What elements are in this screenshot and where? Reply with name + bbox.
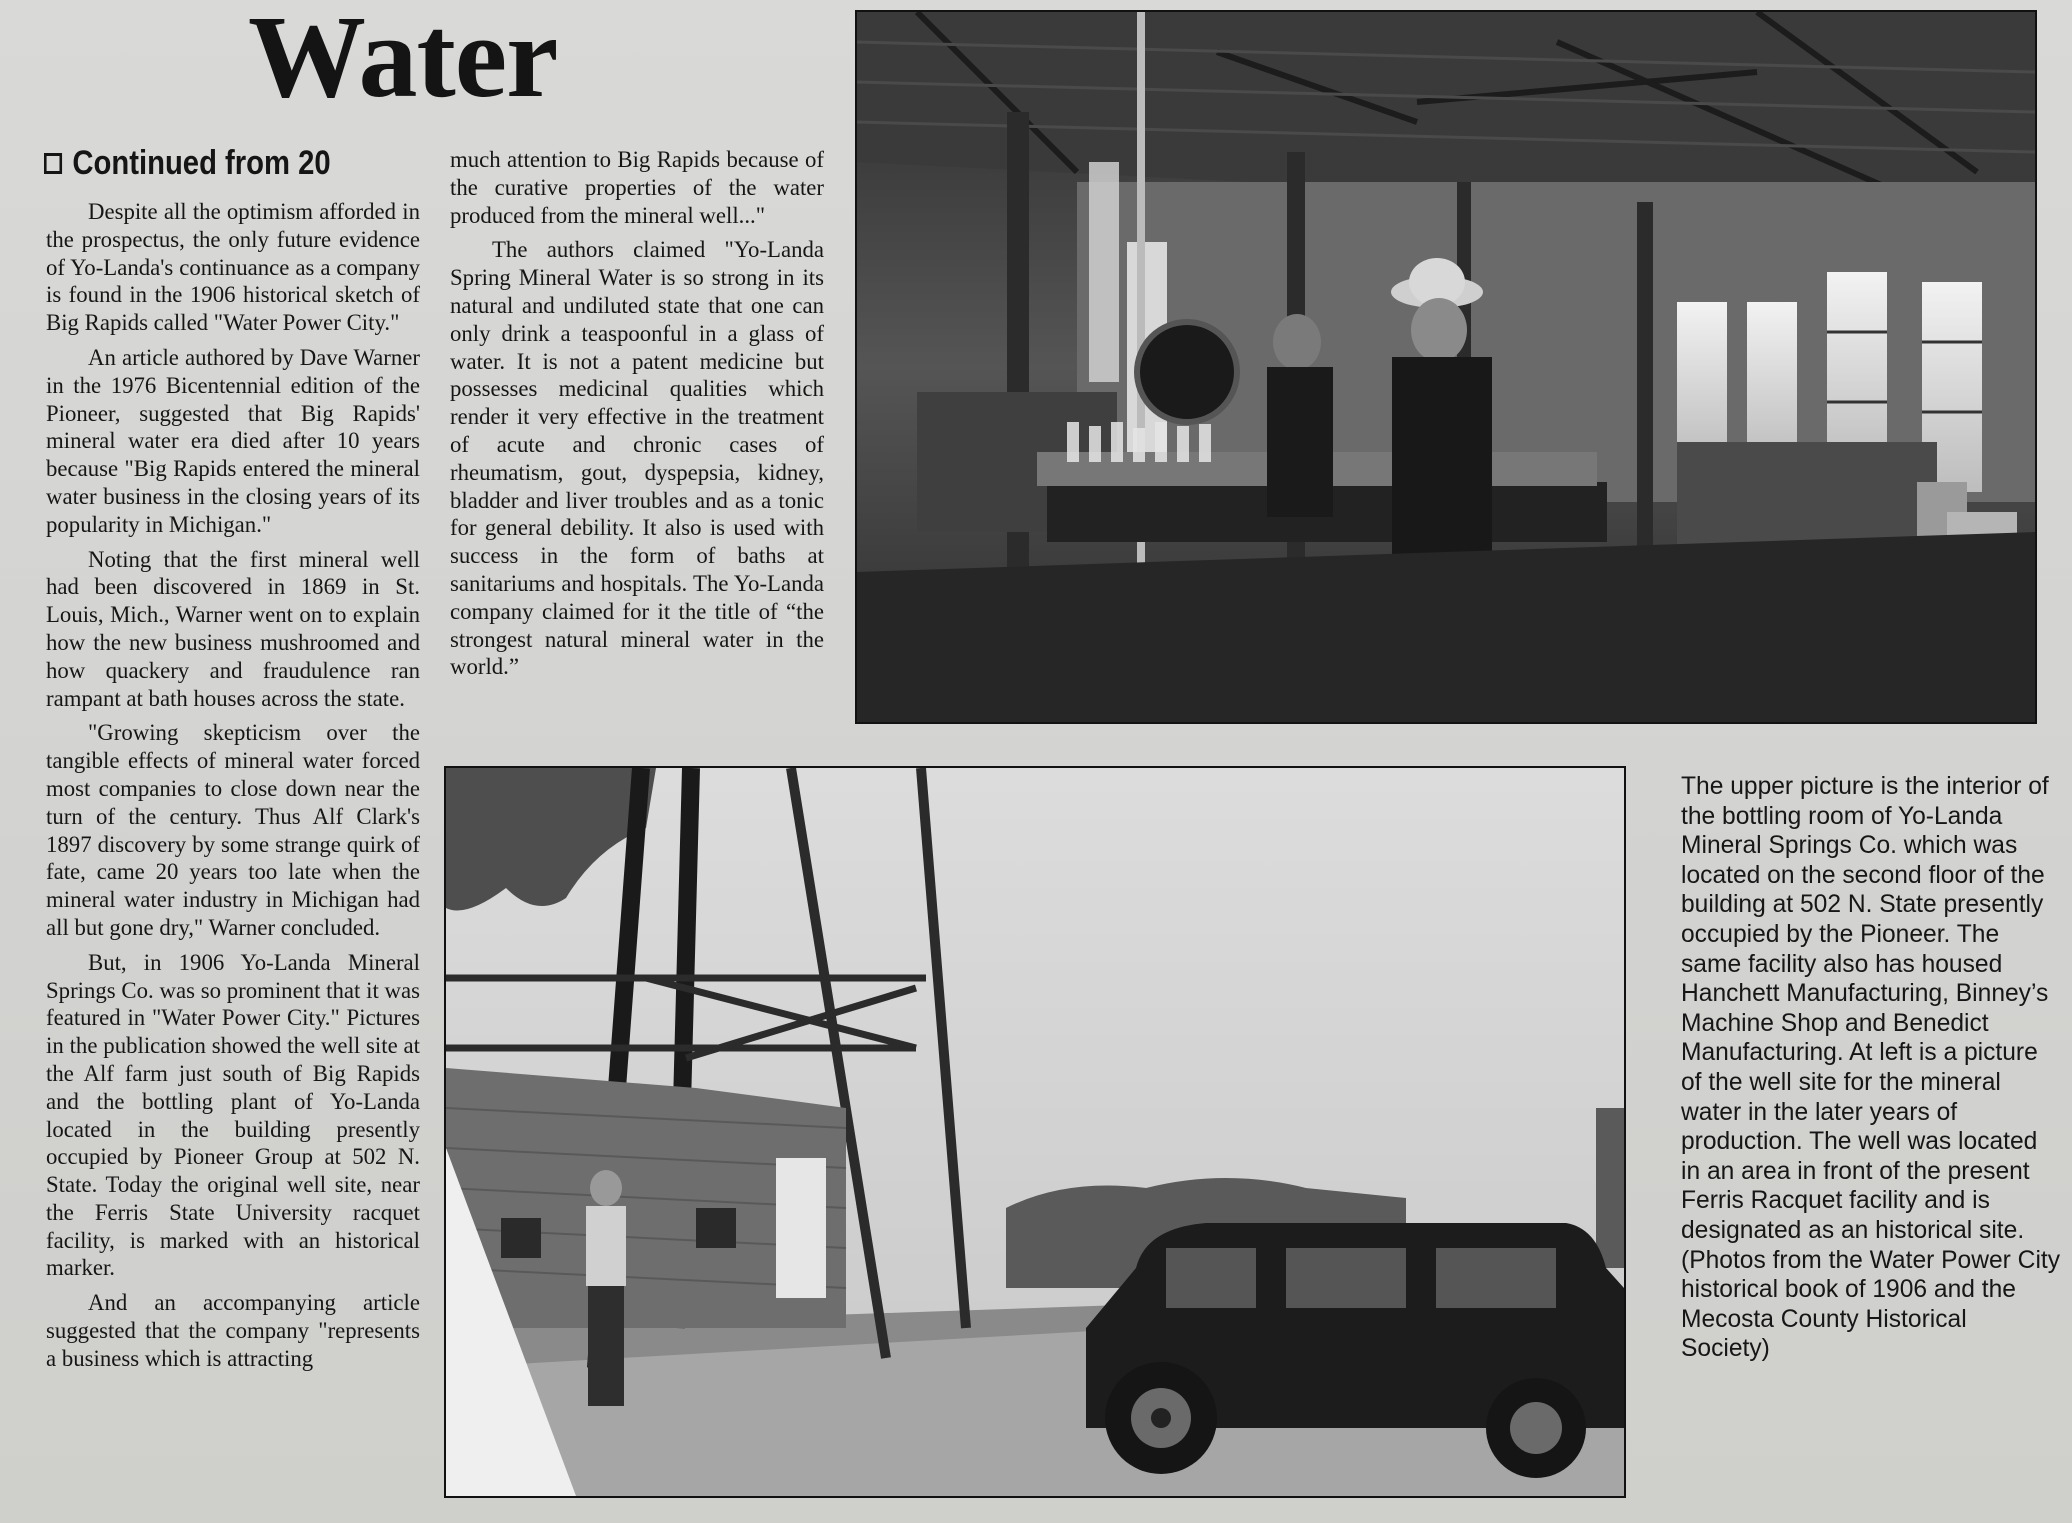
paragraph: The authors claimed "Yo-Landa Spring Mineral Water is so strong in its natural and undiluted state that one can only drink a teaspoonful in a glass of water. It is not a patent medicine but possesses medicinal qualities which render it very effective in the treatment of acute and chronic cases of rheumatism, gout, dyspepsia, kidney, bladder and liver troubles and as a tonic for general debility. It also is used with success in the form of baths at sanitariums and hospitals. The Yo-Landa company claimed for it the title of “the strongest natural mineral water in the world.” [450, 237, 824, 680]
jump-line-text: Continued from 20 [72, 144, 331, 182]
bottling-room-illustration [857, 12, 2035, 722]
paragraph: But, in 1906 Yo-Landa Mineral Springs Co. was so prominent that it was featured in "Water Power City." Pictures in the publication showed the well site at the Alf farm just south of Big Rapids and the bottling plant of Yo-Landa located in the building presently occupied by Pioneer Group at 502 N. State. Today the original well site, near the Ferris State University racquet facility, is marked with an historical marker. [46, 949, 420, 1281]
article-column-2 [450, 146, 824, 688]
paragraph: "Growing skepticism over the tangible effects of mineral water forced most companies to close down near the turn of the century. Thus Alf Clark's 1897 discovery by some strange quirk of fate, came 20 years too late when the mineral water industry in Michigan had all but gone dry," Warner concluded. [46, 720, 420, 940]
article-column-1 [46, 198, 420, 1380]
bottling-room-photo [855, 10, 2037, 724]
headline: Water [248, 0, 558, 122]
paragraph: much attention to Big Rapids because of the curative properties of the water produced from the mineral well..." [450, 147, 824, 228]
paragraph: Noting that the first mineral well had been discovered in 1869 in St. Louis, Mich., Warner went on to explain how the new business mushroomed and how quackery and fraudulence ran rampant at bath houses across the state. [46, 546, 420, 711]
paragraph: And an accompanying article suggested that the company "represents a business which is attracting [46, 1290, 420, 1371]
paragraph: Despite all the optimism afforded in the prospectus, the only future evidence of Yo-Landa's continuance as a company is found in the 1906 historical sketch of Big Rapids called "Water Power City." [46, 199, 420, 336]
paragraph: An article authored by Dave Warner in the 1976 Bicentennial edition of the Pioneer, suggested that Big Rapids' mineral water era died after 10 years because "Big Rapids entered the mineral water business in the closing years of its popularity in Michigan." [46, 344, 420, 537]
photo-caption: The upper picture is the interior of the bottling room of Yo-Landa Mineral Springs Co. which was located on the second floor of the building at 502 N. State presently occupied by the Pioneer. The same facility also has housed Hanchett Manufacturing, Binney’s Machine Shop and Benedict Manufacturing. At left is a picture of the well site for the mineral water in the later years of production. The well was located in an area in front of the present Ferris Racquet facility and is designated as an historical site. (Photos from the Water Power City historical book of 1906 and the Mecosta County Historical Society) [1681, 773, 2061, 1363]
jump-line [44, 144, 331, 183]
well-site-illustration [446, 768, 1624, 1496]
well-site-photo [444, 766, 1626, 1498]
checkbox-square-icon [44, 153, 62, 174]
